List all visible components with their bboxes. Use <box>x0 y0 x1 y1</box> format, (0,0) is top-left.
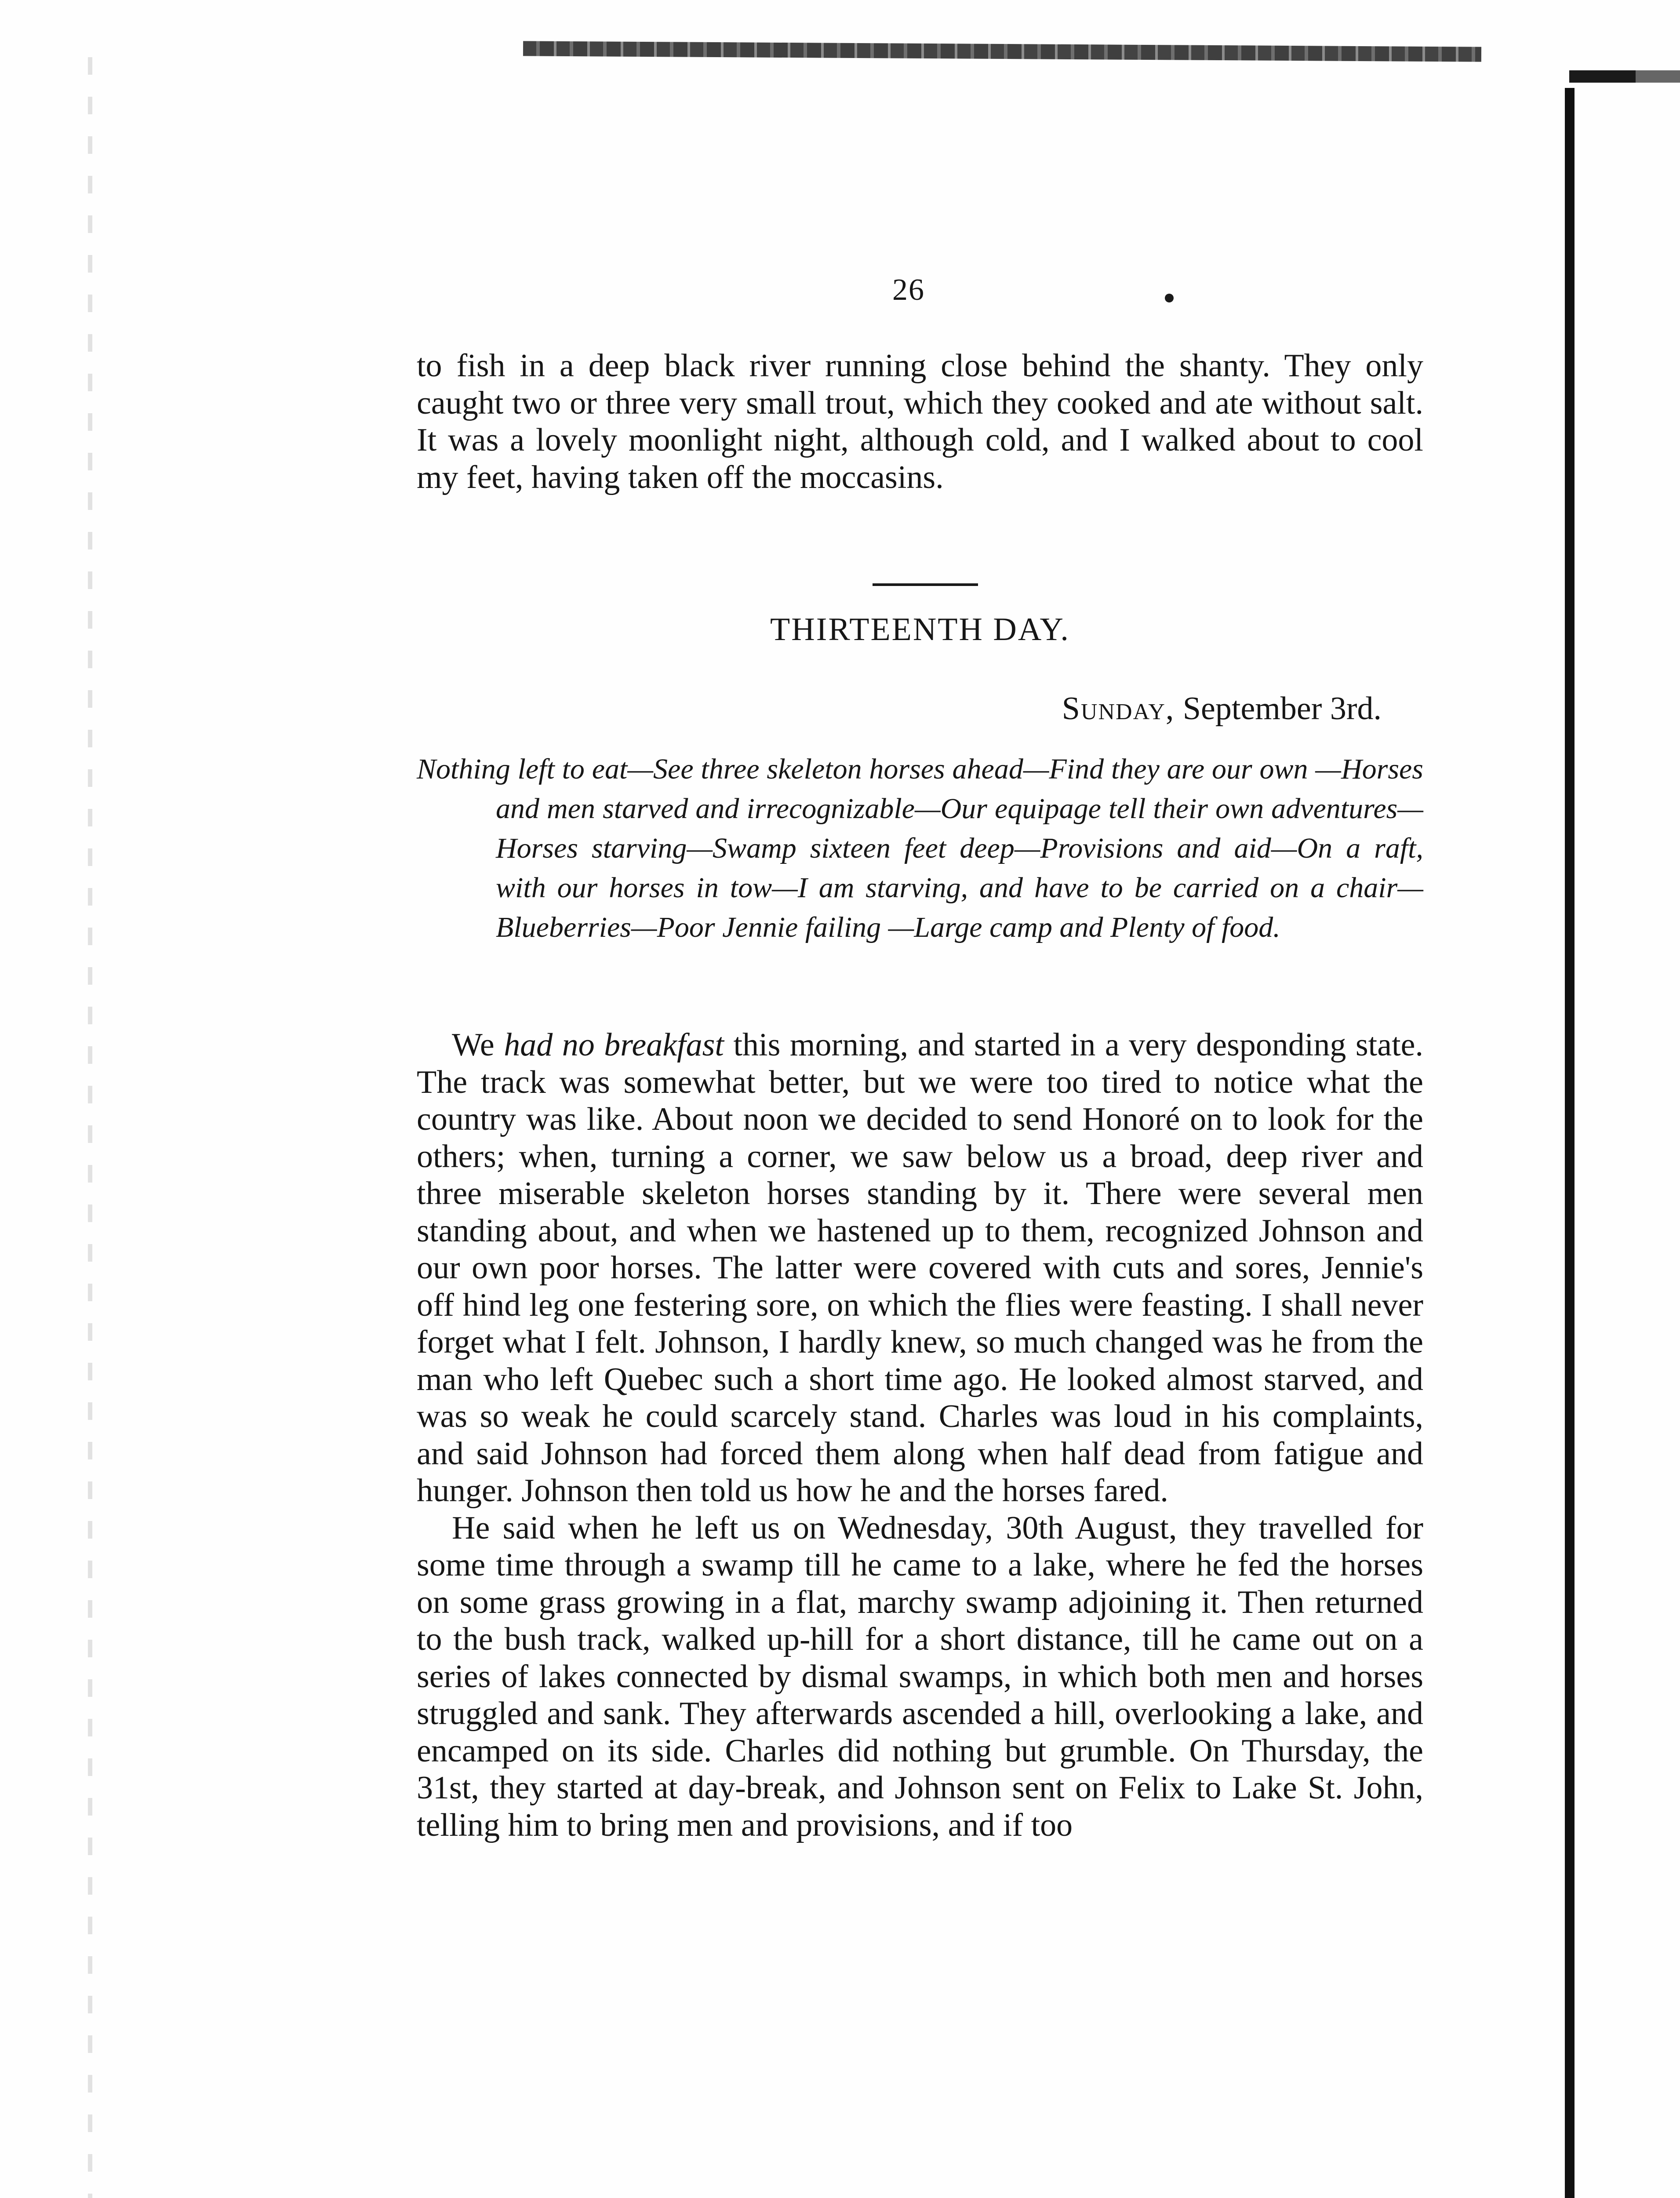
paragraph-1-emphasis: had no breakfast <box>504 1027 724 1063</box>
section-divider <box>873 583 978 586</box>
page-number-dot <box>1165 294 1174 302</box>
page-number: 26 <box>892 273 925 307</box>
dateline-date: September 3rd. <box>1182 691 1382 727</box>
scan-top-edge <box>523 41 1481 62</box>
scan-right-top-edge <box>1569 70 1680 83</box>
paragraph-1-rest: this morning, and started in a very desponding state. The track was somewhat better, but we were too tired to notice what the country was like. About noon we decided to send Honoré on to look for the others; when, turning a corner, we saw below us a broad, deep river and three miserable skeleton horses standing by it. There were several men standing about, and when we hastened up to them, recognized Johnson and our own poor horses. The latter were covered with cuts and sores, Jennie's off hind leg one festering sore, on which the flies were feasting. I shall never forget what I felt. Johnson, I hardly knew, so much changed was he from the man who left Quebec such a short time ago. He looked almost starved, and was so weak he could scarcely stand. Charles was loud in his complaints, and said Johnson had forced them along when half dead from fatigue and hunger. Johnson then told us how he and the horses fared. <box>417 1027 1423 1509</box>
scan-right-border <box>1565 88 1575 2198</box>
body-text <box>417 1026 1423 1844</box>
dateline-day: Sunday, <box>1062 691 1175 727</box>
paragraph-1-lead: We <box>452 1027 504 1063</box>
chapter-synopsis: Nothing left to eat—See three skeleton horses ahead—Find they are our own —Horses and men starved and irrecognizable—Our equipage tell their own adventures—Horses starving—Swamp sixteen feet deep—Provisions and aid—On a raft, with our horses in tow—I am starving, and have to be carried on a chair—Blueberries—Poor Jennie failing —Large camp and Plenty of food. <box>417 753 1423 943</box>
continued-paragraph: to fish in a deep black river running close behind the shanty. They only caught two or three very small trout, which they cooked and ate without salt. It was a lovely moonlight night, although cold, and I walked about to cool my feet, having taken off the moccasins. <box>417 348 1423 495</box>
body-paragraph-2: He said when he left us on Wednesday, 30th August, they travelled for some time through a swamp till he came to a lake, where he fed the horses on some grass growing in a flat, marchy swamp adjoining it. Then returned to the bush track, walked up-hill for a short distance, till he came out on a series of lakes connected by dismal swamps, in which both men and horses struggled and sank. They afterwards ascended a hill, overlooking a lake, and encamped on its side. Charles did nothing but grumble. On Thursday, the 31st, they started at day-break, and Johnson sent on Felix to Lake St. John, telling him to bring men and provisions, and if too <box>417 1510 1423 1843</box>
chapter-dateline <box>417 690 1382 728</box>
scan-left-edge <box>88 57 92 2198</box>
body-paragraph-1 <box>417 1026 1423 1510</box>
chapter-title: THIRTEENTH DAY. <box>770 611 1070 648</box>
